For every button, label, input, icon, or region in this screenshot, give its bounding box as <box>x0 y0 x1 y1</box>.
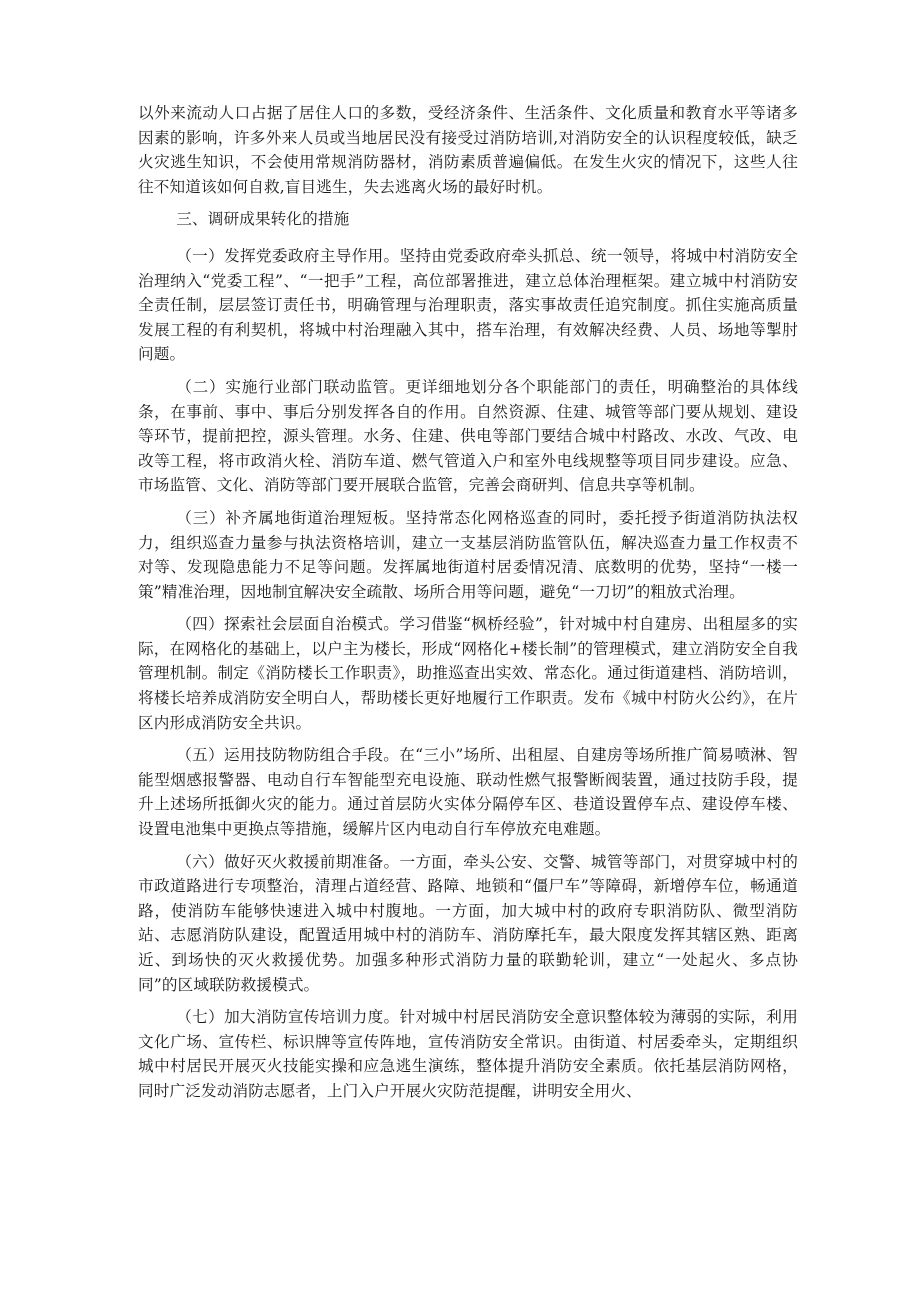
paragraph-measure-1: （一）发挥党委政府主导作用。坚持由党委政府牵头抓总、统一领导，将城中村消防安全治理纳入“党委工程”、“一把手”工程，高位部署推进，建立总体治理框架。建立城中村消防安全责任制，层层签订责任书，明确管理与治理职责，落实事故责任追究制度。抓住实施高质量发展工程的有利契机，将城中村治理融入其中，搭车治理，有效解决经费、人员、场地等掣肘问题。 <box>138 246 798 364</box>
paragraph-measure-2: （二）实施行业部门联动监管。更详细地划分各个职能部门的责任，明确整治的具体线条，在事前、事中、事后分别发挥各自的作用。自然资源、住建、城管等部门要从规划、建设等环节，提前把控，源头管理。水务、住建、供电等部门要结合城中村路改、水改、气改、电改等工程，将市政消火栓、消防车道、燃气管道入户和室外电线规整等项目同步建设。应急、市场监管、文化、消防等部门要开展联合监管，完善会商研判、信息共享等机制。 <box>138 377 798 495</box>
section-heading: 三、调研成果转化的措施 <box>176 210 350 229</box>
paragraph-measure-6: （六）做好灭火救援前期准备。一方面，牵头公安、交警、城管等部门，对贯穿城中村的市政道路进行专项整治，清理占道经营、路障、地锁和“僵尸车”等障碍，新增停车位，畅通道路，使消防车能够快速进入城中村腹地。一方面，加大城中村的政府专职消防队、微型消防站、志愿消防队建设，配置适用城中村的消防车、消防摩托车，最大限度发挥其辖区熟、距离近、到场快的灭火救援优势。加强多种形式消防力量的联勤轮训，建立“一处起火、多点协同”的区域联防救援模式。 <box>138 852 798 994</box>
document-page <box>138 101 798 1112</box>
paragraph-measure-7: （七）加大消防宣传培训力度。针对城中村居民消防安全意识整体较为薄弱的实际，利用文化广场、宣传栏、标识牌等宣传阵地，宣传消防安全常识。由街道、村居委牵头，定期组织城中村居民开展灭火技能实操和应急逃生演练，整体提升消防安全素质。依托基层消防网格，同时广泛发动消防志愿者，上门入户开展火灾防范提醒，讲明安全用火、 <box>138 1008 798 1100</box>
paragraph-measure-4: （四）探索社会层面自治模式。学习借鉴“枫桥经验”，针对城中村自建房、出租屋多的实际，在网格化的基础上，以户主为楼长，形成“网格化+楼长制”的管理模式，建立消防安全自我管理机制。制定《消防楼长工作职责》，助推巡查出实效、常态化。通过街道建档、消防培训，将楼长培养成消防安全明白人，帮助楼长更好地履行工作职责。发布《城中村防火公约》，在片区内形成消防安全共识。 <box>138 615 798 732</box>
paragraph-continuation: 以外来流动人口占据了居住人口的多数，受经济条件、生活条件、文化质量和教育水平等诸多因素的影响，许多外来人员或当地居民没有接受过消防培训,对消防安全的认识程度较低，缺乏火灾逃生知识，不会使用常规消防器材，消防素质普遍偏低。在发生火灾的情况下，这些人往往不知道该如何自救,盲目逃生，失去逃离火场的最好时机。 <box>138 104 798 196</box>
paragraph-measure-3: （三）补齐属地街道治理短板。坚持常态化网格巡查的同时，委托授予街道消防执法权力，组织巡查力量参与执法资格培训，建立一支基层消防监管队伍，解决巡查力量工作权责不对等、发现隐患能力不足等问题。发挥属地街道村居委情况清、底数明的优势，坚持“一楼一策”精准治理，因地制宜解决安全疏散、场所合用等问题，避免“一刀切”的粗放式治理。 <box>138 508 798 601</box>
paragraph-measure-5: （五）运用技防物防组合手段。在“三小”场所、出租屋、自建房等场所推广简易喷淋、智能型烟感报警器、电动自行车智能型充电设施、联动性燃气报警断阀装置，通过技防手段，提升上述场所抵御火灾的能力。通过首层防火实体分隔停车区、巷道设置停车点、建设停车楼、设置电池集中更换点等措施，缓解片区内电动自行车停放充电难题。 <box>138 746 798 839</box>
